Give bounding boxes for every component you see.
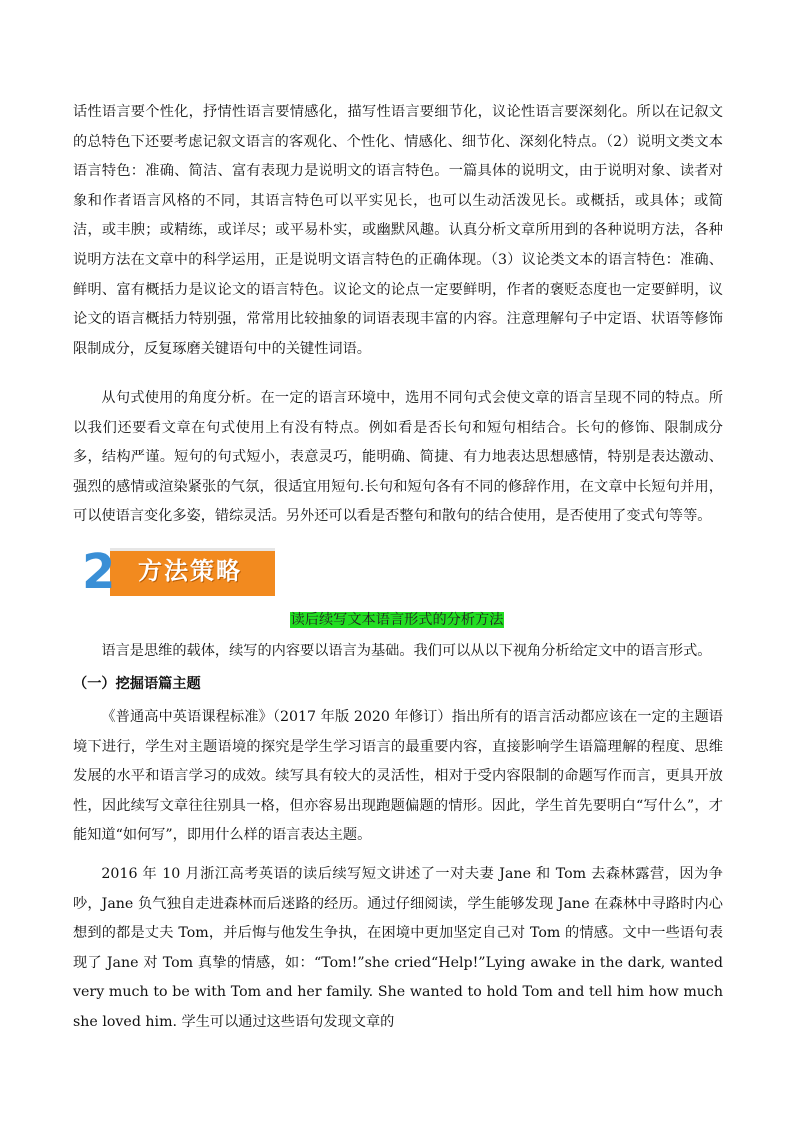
subsection-heading: （一）挖掘语篇主题 <box>73 676 201 692</box>
body-paragraph: 话性语言要个性化，抒情性语言要情感化，描写性语言要细节化，议论性语言要深刻化。所以在记叙文的总特色下还要考虑记叙文语言的客观化、个性化、情感化、细节化、深刻化特点。（2）说明文类文本语言特色：准确、简洁、富有表现力是说明文的语言特色。一篇具体的说明文，由于说明对象、读者对象和作者语言风格的不同，其语言特色可以平实见长，也可以生动活泼见长。或概括，或具体；或简洁，或丰腴；或精练，或详尽；或平易朴实，或幽默风趣。认真分析文章所用到的各种说明方法，各种说明方法在文章中的科学运用，正是说明文语言特色的正确体现。（3）议论类文本的语言特色：准确、鲜明、富有概括力是议论文的语言特色。议论文的论点一定要鲜明，作者的褒贬态度也一定要鲜明，议论文的语言概括力特别强，常常用比较抽象的词语表现丰富的内容。注意理解句子中定语、状语等修饰限制成分，反复琢磨关键语句中的关键性词语。 <box>73 104 723 357</box>
section-title: 方法策略 <box>138 557 242 585</box>
sub-heading-text: 读后续写文本语言形式的分析方法 <box>290 612 504 628</box>
sub-heading <box>0 610 794 630</box>
body-paragraph: 从句式使用的角度分析。在一定的语言环境中，选用不同句式会使文章的语言呈现不同的特点。所以我们还要看文章在句式使用上有没有特点。例如看是否长句和短句相结合。长句的修饰、限制成分多，结构严谨。短句的句式短小，表意灵巧，能明确、简捷、有力地表达思想感情，特别是表达激动、强烈的感情或渲染紧张的气氛，很适宜用短句.长句和短句各有不同的修辞作用，在文章中长短句并用，可以使语言变化多姿，错综灵活。另外还可以看是否整句和散句的结合使用，是否使用了变式句等等。 <box>73 390 723 525</box>
section-header <box>82 546 282 598</box>
body-paragraph: 语言是思维的载体，续写的内容要以语言为基础。我们可以从以下视角分析给定文中的语言形式。 <box>101 643 712 659</box>
section-number: 2 <box>82 544 116 600</box>
body-paragraph: 2016 年 10 月浙江高考英语的读后续写短文讲述了一对夫妻 Jane 和 Tom 去森林露营，因为争吵，Jane 负气独自走进森林而后迷路的经历。通过仔细阅读，学生能够发现 Jane 在森林中寻路时内心想到的都是丈夫 Tom，并后悔与他发生争执，在困境中更加坚定自己对 Tom 的情感。文中一些语句表现了 Jane 对 Tom 真挚的情感，如：“Tom!”she cried“Help!”Lying awake in the dark, wanted very much to be with Tom and her family. She wanted to hold Tom and tell him how much she loved him. 学生可以通过这些语句发现文章的 <box>73 866 723 1030</box>
body-paragraph: 《普通高中英语课程标准》（2017 年版 2020 年修订）指出所有的语言活动都应该在一定的主题语境下进行，学生对主题语境的探究是学生学习语言的最重要内容，直接影响学生语篇理解的程度、思维发展的水平和语言学习的成效。续写具有较大的灵活性，相对于受内容限制的命题写作而言，更具开放性，因此续写文章往往别具一格，但亦容易出现跑题偏题的情形。因此，学生首先要明白“写什么”，才能知道“如何写”，即用什么样的语言表达主题。 <box>73 709 723 844</box>
